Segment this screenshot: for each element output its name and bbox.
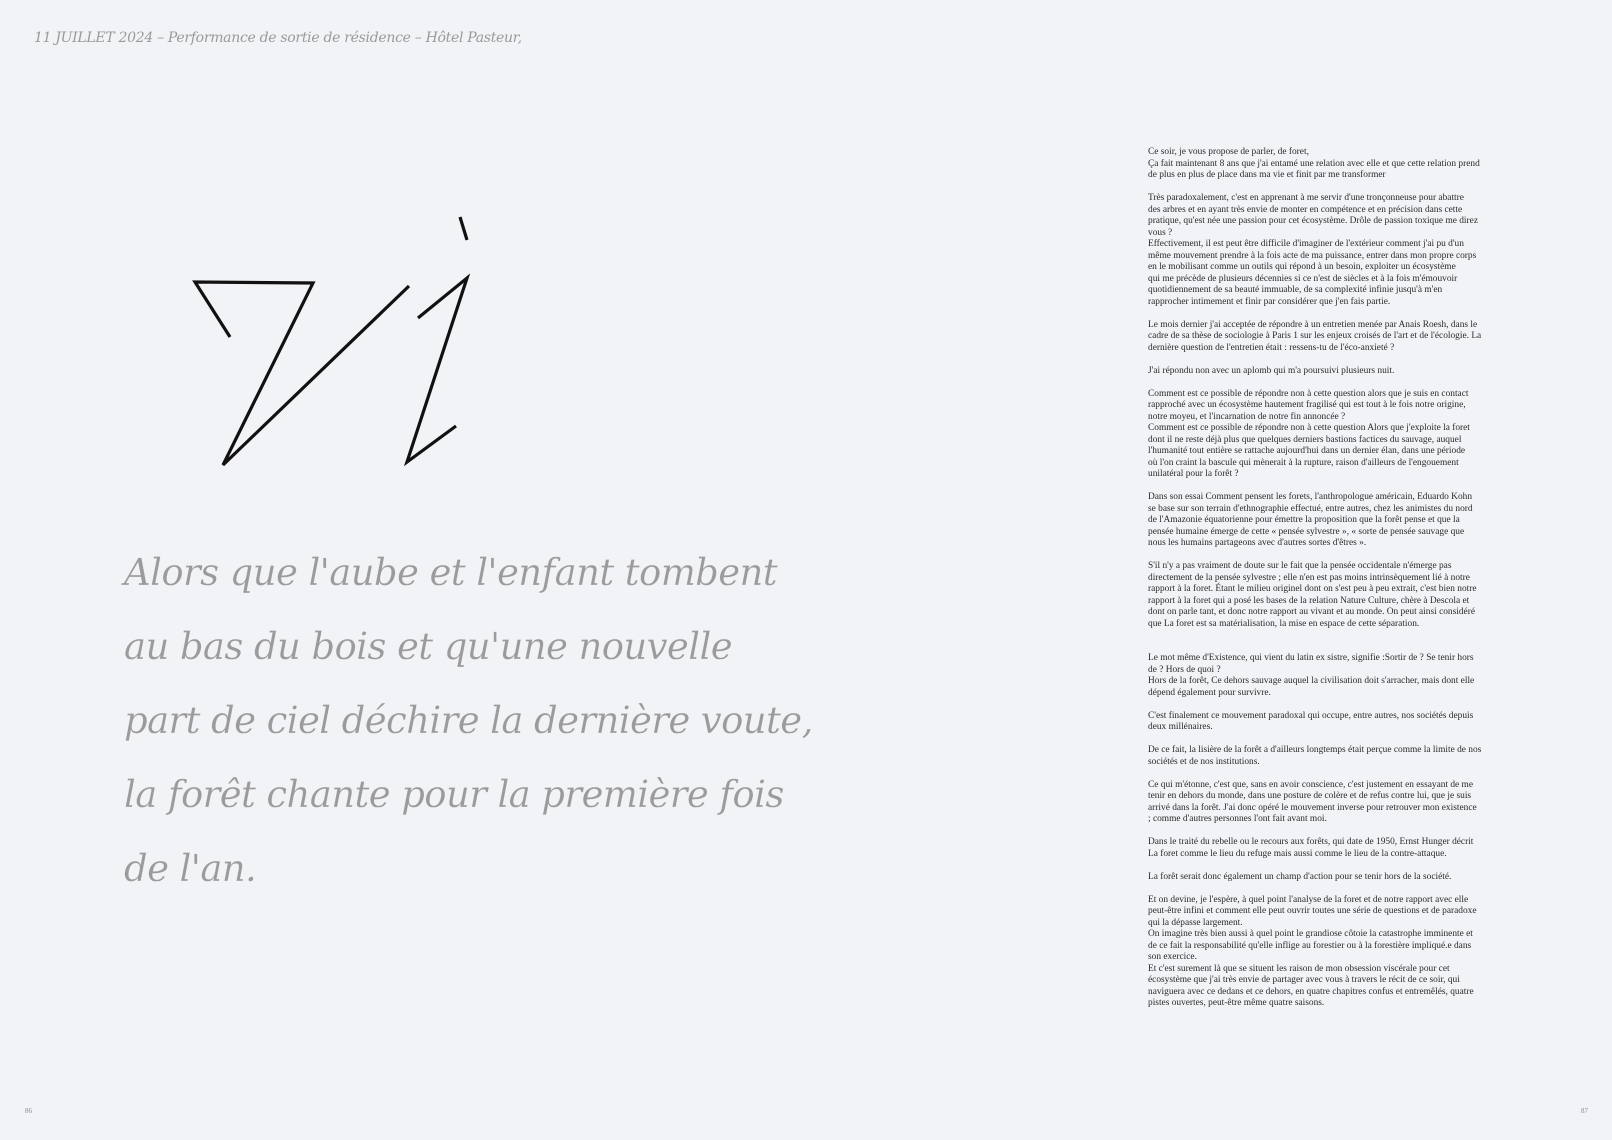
- paragraph-line: où l'on craint la bascule qui mènerait à la rupture, raison d'ailleurs de l'engouement: [1148, 457, 1459, 468]
- body-paragraph: [1148, 366, 1488, 378]
- body-paragraph: [1148, 872, 1488, 884]
- paragraph-line: son exercice.: [1148, 952, 1197, 962]
- quote-line: Alors que l'aube et l'enfant tombent: [124, 551, 778, 594]
- body-paragraph: [1148, 492, 1488, 550]
- paragraph-line: arrivé dans la forêt. J'ai donc opéré le mouvement inverse pour retrouver mon existence: [1148, 802, 1477, 813]
- paragraph-line: Et c'est surement là que se situent les raison de mon obsession viscérale pour cet: [1148, 963, 1450, 974]
- paragraph-line: que La foret est sa matérialisation, la mise en espace de cette séparation.: [1148, 618, 1420, 629]
- body-paragraph: [1148, 745, 1488, 768]
- paragraph-line: de l'Amazonie équatorienne pour émettre la proposition que la forêt pense et que la: [1148, 515, 1460, 525]
- paragraph-line: De ce fait, la lisière de la forêt a d'ailleurs longtemps était perçue comme la limite de nos: [1148, 745, 1482, 755]
- paragraph-line: unilatéral pour la forêt ?: [1148, 469, 1239, 479]
- paragraph-line: en le mobilisant comme un outils qui répond à un besoin, exploiter un écosystème: [1148, 262, 1456, 272]
- paragraph-line: Ce soir, je vous propose de parler, de foret,: [1148, 147, 1309, 157]
- paragraph-line: de plus en plus de place dans ma vie et finit par me transformer: [1148, 170, 1386, 180]
- paragraph-line: Dans son essai Comment pensent les forets, l'anthropologue américain, Eduardo Kohn: [1148, 492, 1473, 502]
- paragraph-line: l'humanité tout entière se rattache aujourd'hui dans un dernier élan, dans une période: [1148, 446, 1466, 456]
- paragraph-line: C'est finalement ce mouvement paradoxal qui occupe, entre autres, nos sociétés depuis: [1148, 710, 1474, 721]
- body-paragraph: [1148, 561, 1488, 630]
- body-paragraph: [1148, 193, 1488, 308]
- quote-line: de l'an.: [124, 847, 257, 890]
- body-paragraph: [1148, 147, 1488, 182]
- body-paragraph: [1148, 389, 1488, 481]
- body-paragraph: [1148, 653, 1488, 699]
- paragraph-line: La foret comme le lieu du refuge mais aussi comme le lieu de la contre-attaque.: [1148, 848, 1447, 859]
- paragraph-line: dernière question de l'entretien était : ressens-tu de l'éco-anxieté ?: [1148, 342, 1395, 353]
- quote-line: part de ciel déchire la dernière voute,: [124, 699, 813, 742]
- body-paragraph: [1148, 837, 1488, 860]
- paragraph-line: Le mois dernier j'ai acceptée de répondre à un entretien menée par Anais Roesh, dans le: [1148, 319, 1478, 330]
- paragraph-line: qui me précède de plusieurs décennies si ce n'est de siècles et à la fois m'émouvoir: [1148, 273, 1458, 284]
- paragraph-line: rapprocher intimement et finir par considérer que j'en fais partie.: [1148, 296, 1391, 307]
- paragraph-line: vous ?: [1148, 227, 1173, 238]
- paragraph-line: Ce qui m'étonne, c'est que, sans en avoir conscience, c'est justement en essayant de me: [1148, 779, 1474, 790]
- body-paragraph: [1148, 711, 1488, 734]
- running-header: 11 JUILLET 2024 – Performance de sortie de résidence – Hôtel Pasteur,: [34, 30, 522, 46]
- page-number-right: 87: [1581, 1107, 1588, 1115]
- paragraph-line: rapport à la foret. Étant le milieu originel dont on s'est peu à peu extrait, c'est bien notre: [1148, 584, 1477, 594]
- paragraph-line: nous les humains partageons avec d'autres sortes d'êtres ».: [1148, 538, 1367, 548]
- paragraph-line: même mouvement prendre à la fois acte de ma puissance, entrer dans mon propre corps: [1148, 250, 1477, 261]
- paragraph-line: dont il ne reste déjà plus que quelques derniers bastions factices du sauvage, auquel: [1148, 434, 1462, 445]
- paragraph-line: rapport à la foret qui a posé les bases de la relation Nature Culture, chère à Descola et: [1148, 595, 1470, 606]
- paragraph-line: qui la dépasse largement.: [1148, 917, 1243, 928]
- paragraph-line: Et on devine, je l'espère, à quel point l'analyse de la foret et de notre rapport avec elle: [1148, 894, 1469, 905]
- paragraph-line: Effectivement, il est peut être difficile d'imaginer de l'extérieur comment j'ai pu d'un: [1148, 239, 1464, 249]
- paragraph-line: Comment est ce possible de répondre non à cette question alors que je suis en contact: [1148, 388, 1469, 399]
- paragraph-line: peut-être infini et comment elle peut ouvrir toutes une série de questions et de paradoxe: [1148, 906, 1477, 916]
- paragraph-line: pistes ouvertes, peut-être même quatre saisons.: [1148, 998, 1325, 1008]
- paragraph-line: tenir en dehors du monde, dans une posture de colère et de refus contre lui, que je suis: [1148, 791, 1472, 801]
- body-paragraph: [1148, 320, 1488, 355]
- paragraph-line: écosystème que j'ai très envie de partager avec vous à travers le récit de ce soir, qui: [1148, 975, 1460, 985]
- page-number-left: 86: [25, 1107, 32, 1115]
- paragraph-line: se base sur son terrain d'ethnographie effectué, entre autres, chez les animistes du nord: [1148, 503, 1473, 514]
- paragraph-line: Ça fait maintenant 8 ans que j'ai entamé une relation avec elle et que cette relation prend: [1148, 158, 1480, 169]
- body-paragraph: [1148, 895, 1488, 1010]
- paragraph-line: sociétés et de nos institutions.: [1148, 756, 1260, 767]
- body-paragraph: [1148, 780, 1488, 826]
- paragraph-line: naviguera avec ce dedans et ce dehors, en quatre chapitres confus et entremêlés, quatre: [1148, 986, 1474, 997]
- paragraph-line: Comment est ce possible de répondre non à cette question Alors que j'exploite la foret: [1148, 423, 1470, 433]
- paragraph-line: cadre de sa thèse de sociologie à Paris 1 sur les enjeux croisés de l'art et de l'écologie. La: [1148, 331, 1482, 341]
- paragraph-line: pratique, qu'est née une passion pour cet écosystème. Drôle de passion toxique me direz: [1148, 216, 1478, 226]
- paragraph-line: dépend également pour survivre.: [1148, 687, 1271, 698]
- paragraph-line: J'ai répondu non avec un aplomb qui m'a poursuivi plusieurs nuit.: [1148, 365, 1395, 376]
- paragraph-line: des arbres et en ayant très envie de monter en compétence et en précision dans cette: [1148, 204, 1463, 215]
- paragraph-line: Dans le traité du rebelle ou le recours aux forêts, qui date de 1950, Ernst Hunger décrit: [1148, 837, 1474, 847]
- paragraph-line: S'il n'y a pas vraiment de doute sur le fait que la pensée occidentale n'émerge pas: [1148, 561, 1452, 571]
- paragraph-line: de ? Hors de quoi ?: [1148, 664, 1221, 675]
- quote-line: la forêt chante pour la première fois: [124, 773, 784, 816]
- paragraph-line: Le mot même d'Existence, qui vient du latin ex sistre, signifie :Sortir de ? Se tenir hors: [1148, 653, 1474, 663]
- paragraph-line: Hors de la forêt, Ce dehors sauvage auquel la civilisation doit s'arracher, mais dont elle: [1148, 676, 1475, 686]
- paragraph-line: ; comme d'autres personnes l'ont fait avant moi.: [1148, 814, 1327, 824]
- paragraph-line: de ce fait la responsabilité qu'elle inflige au forestier ou à la forestière impliqué.e dans: [1148, 940, 1472, 951]
- paragraph-line: deux millénaires.: [1148, 722, 1213, 732]
- paragraph-line: pensée humaine émerge de cette « pensée sylvestre », « sorte de pensée sauvage que: [1148, 526, 1465, 537]
- paragraph-line: dont on parle tant, et donc notre rapport au vivant et au monde. On peut ainsi considéré: [1148, 607, 1475, 617]
- quote-line: au bas du bois et qu'une nouvelle: [124, 625, 732, 668]
- paragraph-line: directement de la pensée sylvestre ; elle n'en est pas moins intrinsèquement lié à notre: [1148, 572, 1470, 583]
- epigraph-quote: [124, 536, 813, 906]
- paragraph-line: notre moyeu, et l'incarnation de notre fin annoncée ?: [1148, 411, 1346, 422]
- paragraph-line: La forêt serait donc également un champ d'action pour se tenir hors de la société.: [1148, 871, 1452, 882]
- paragraph-line: rapproché avec un écosystème hautement fragilisé qui est tout à le fois notre origine,: [1148, 400, 1466, 410]
- vi-glyph-icon: [190, 215, 490, 485]
- paragraph-line: Très paradoxalement, c'est en apprenant à me servir d'une tronçonneuse pour abattre: [1148, 193, 1464, 203]
- paragraph-line: quotidiennement de sa beauté immuable, de sa complexité infinie jusqu'à m'en: [1148, 285, 1443, 295]
- paragraph-line: On imagine très bien aussi à quel point le grandiose côtoie la catastrophe imminente et: [1148, 929, 1473, 939]
- body-text-column: [1148, 147, 1488, 1021]
